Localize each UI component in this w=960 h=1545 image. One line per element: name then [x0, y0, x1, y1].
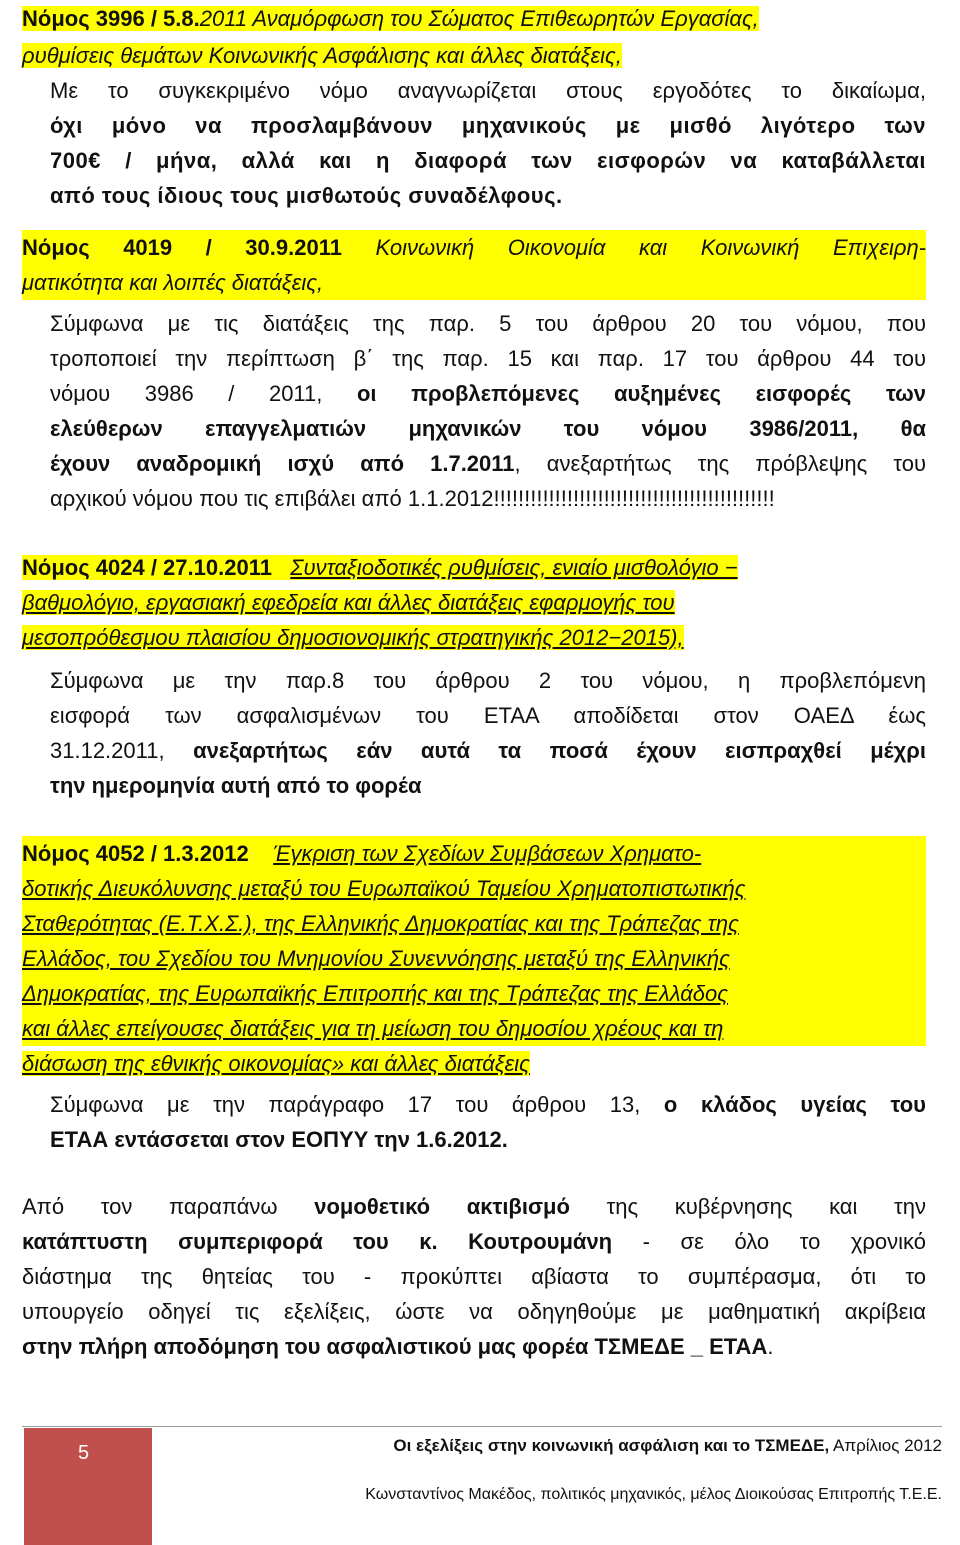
law-3996-head: Νόμος 3996 / 5.8. [22, 6, 200, 31]
footer-title-date: Απρίλιος 2012 [829, 1436, 942, 1455]
law-4024-title-3: μεσοπρόθεσμου πλαισίου δημοσιονομικής στρατηγικής 2012−2015), [22, 625, 684, 650]
conclusion-line-4: υπουργείο οδηγεί τις εξελίξεις, ώστε να οδηγηθούμε με μαθηματική ακρίβεια [22, 1299, 926, 1324]
conclusion-2b: - σε όλο το χρονικό [642, 1229, 926, 1254]
conclusion-1c: της κυβέρνησης και την [606, 1194, 926, 1219]
law-3996-block [22, 0, 926, 213]
conclusion-line-5 [22, 1329, 926, 1364]
law-3996-title-line-1 [22, 0, 926, 38]
law-4019-block [22, 230, 926, 516]
law-4024-title-2: βαθμολόγιο, εργασιακή εφεδρεία και άλλες διατάξεις εφαρμογής του [22, 590, 675, 615]
law-4052-head: Νόμος 4052 / 1.3.2012 [22, 841, 249, 866]
law-4019-head: Νόμος 4019 / 30.9.2011 [22, 235, 342, 260]
law-4019-title-1: Κοινωνική Οικονομία και Κοινωνική Επιχειρη- [375, 235, 926, 260]
law-4052-title-line-7 [22, 1046, 926, 1081]
law-4024-body-3a: 31.12.2011, [50, 738, 165, 763]
law-4019-body-3 [22, 376, 926, 411]
law-4024-body-3 [22, 733, 926, 768]
law-4019-body-4: ελεύθερων επαγγελματιών μηχανικών του νόμου 3986/2011, θα [50, 416, 926, 441]
law-4019-body-1: Σύμφωνα με τις διατάξεις της παρ. 5 του άρθρου 20 του νόμου, που [50, 311, 926, 336]
law-4024-body-2: εισφορά των ασφαλισμένων του ΕΤΑΑ αποδίδεται στον ΟΑΕΔ έως [50, 703, 926, 728]
law-4024-title-line-2 [22, 585, 926, 620]
law-4052-title-1: Έγκριση των Σχεδίων Συμβάσεων Χρηματο- [273, 841, 702, 866]
law-4052-title-4: Ελλάδος, του Σχεδίου του Μνημονίου Συνεννόησης μεταξύ της Ελληνικής [22, 941, 926, 976]
law-4019-body-5b: , ανεξαρτήτως της πρόβλεψης του [514, 451, 926, 476]
law-4052-title-5: Δημοκρατίας, της Ευρωπαϊκής Επιτροπής και της Τράπεζας της Ελλάδος [22, 976, 926, 1011]
law-4019-body-3b: οι προβλεπόμενες αυξημένες εισφορές των [356, 381, 926, 406]
law-4052-title-7: διάσωση της εθνικής οικονομίας» και άλλες διατάξεις [22, 1051, 530, 1076]
law-4019-body-2: τροποποιεί την περίπτωση β΄ της παρ. 15 και παρ. 17 του άρθρου 44 του [50, 346, 926, 371]
law-4052-body-1a: Σύμφωνα με την παράγραφο 17 του άρθρου 13, [50, 1092, 641, 1117]
footer-title-bold: Οι εξελίξεις στην κοινωνική ασφάλιση και το ΤΣΜΕΔΕ, [393, 1436, 830, 1455]
law-4024-block [22, 550, 926, 803]
law-4024-body-4: την ημερομηνία αυτή από το φορέα [50, 773, 422, 798]
law-4052-title-2: δοτικής Διευκόλυνσης μεταξύ του Ευρωπαϊκού Ταμείου Χρηματοπιστωτικής [22, 871, 926, 906]
law-4052-body-2: ΕΤΑΑ εντάσσεται στον ΕΟΠΥΥ την 1.6.2012. [50, 1127, 508, 1152]
law-4019-title-line-1 [22, 230, 926, 265]
footer-author: Κωνσταντίνος Μακέδος, πολιτικός μηχανικός, μέλος Διοικούσας Επιτροπής Τ.Ε.Ε. [365, 1486, 942, 1503]
law-4024-head: Νόμος 4024 / 27.10.2011 [22, 555, 272, 580]
law-3996-body-1: Με το συγκεκριμένο νόμο αναγνωρίζεται στους εργοδότες το δικαίωμα, [50, 78, 926, 103]
law-3996-body-2: όχι μόνο να προσλαμβάνουν μηχανικούς με μισθό λιγότερο των [50, 113, 926, 138]
law-4024-title-line-3 [22, 620, 926, 655]
page-number-box [24, 1428, 152, 1545]
footer-title [393, 1436, 942, 1456]
law-3996-title-line-2 [22, 38, 926, 73]
law-4052-title-6: και άλλες επείγουσες διατάξεις για τη μείωση του δημοσίου χρέους και τη [22, 1011, 926, 1046]
law-4052-body-1 [22, 1087, 926, 1122]
law-4024-title-1: Συνταξιοδοτικές ρυθμίσεις, ενιαίο μισθολόγιο − [290, 555, 738, 580]
law-4024-body-3b: ανεξαρτήτως εάν αυτά τα ποσά έχουν εισπραχθεί μέχρι [193, 738, 926, 763]
law-3996-title-1: 2011 Αναμόρφωση του Σώματος Επιθεωρητών Εργασίας, [199, 6, 759, 31]
footer-divider [22, 1426, 942, 1427]
law-4019-body-5 [22, 446, 926, 481]
conclusion-line-3: διάστημα της θητείας του - προκύπτει αβίαστα το συμπέρασμα, ότι το [22, 1264, 926, 1289]
law-4019-body-5a: έχουν αναδρομική ισχύ από 1.7.2011 [50, 451, 515, 476]
conclusion-5b: . [767, 1334, 774, 1359]
conclusion-line-2 [22, 1224, 926, 1259]
law-3996-title-2: ρυθμίσεις θεμάτων Κοινωνικής Ασφάλισης και άλλες διατάξεις, [22, 43, 622, 68]
law-4024-body-1: Σύμφωνα με την παρ.8 του άρθρου 2 του νόμου, η προβλεπόμενη [50, 668, 926, 693]
law-4052-block [22, 836, 926, 1157]
law-3996-highlight [22, 6, 759, 31]
law-4052-title-3: Σταθερότητας (Ε.Τ.Χ.Σ.), της Ελληνικής Δημοκρατίας και της Τράπεζας της [22, 906, 926, 941]
law-3996-body-4: από τους ίδιους τους μισθωτούς συναδέλφους. [50, 183, 563, 208]
law-3996-body-3: 700€ / μήνα, αλλά και η διαφορά των εισφορών να καταβάλλεται [50, 148, 926, 173]
conclusion-2a: κατάπτυστη συμπεριφορά του κ. Κουτρουμάνη [22, 1229, 613, 1254]
conclusion-block [22, 1189, 926, 1364]
law-4052-body-1b: ο κλάδος υγείας του [663, 1092, 926, 1117]
law-4024-title-line-1 [22, 550, 926, 585]
law-4019-title-line-2: ματικότητα και λοιπές διατάξεις, [22, 265, 926, 300]
page-number: 5 [78, 1442, 90, 1464]
law-4052-title-line-1 [22, 836, 926, 871]
law-4019-body-6: αρχικού νόμου που τις επιβάλει από 1.1.2012!!!!!!!!!!!!!!!!!!!!!!!!!!!!!!!!!!!!!!!!!!!!!! [50, 486, 775, 511]
law-4024-highlight [22, 555, 738, 580]
conclusion-1b: νομοθετικό ακτιβισμό [314, 1194, 570, 1219]
conclusion-1a: Από τον παραπάνω [22, 1194, 278, 1219]
conclusion-line-1 [22, 1189, 926, 1224]
conclusion-5a: στην πλήρη αποδόμηση του ασφαλιστικού μας φορέα ΤΣΜΕΔΕ _ ΕΤΑΑ [22, 1334, 768, 1359]
law-4019-body-3a: νόμου 3986 / 2011, [50, 381, 323, 406]
